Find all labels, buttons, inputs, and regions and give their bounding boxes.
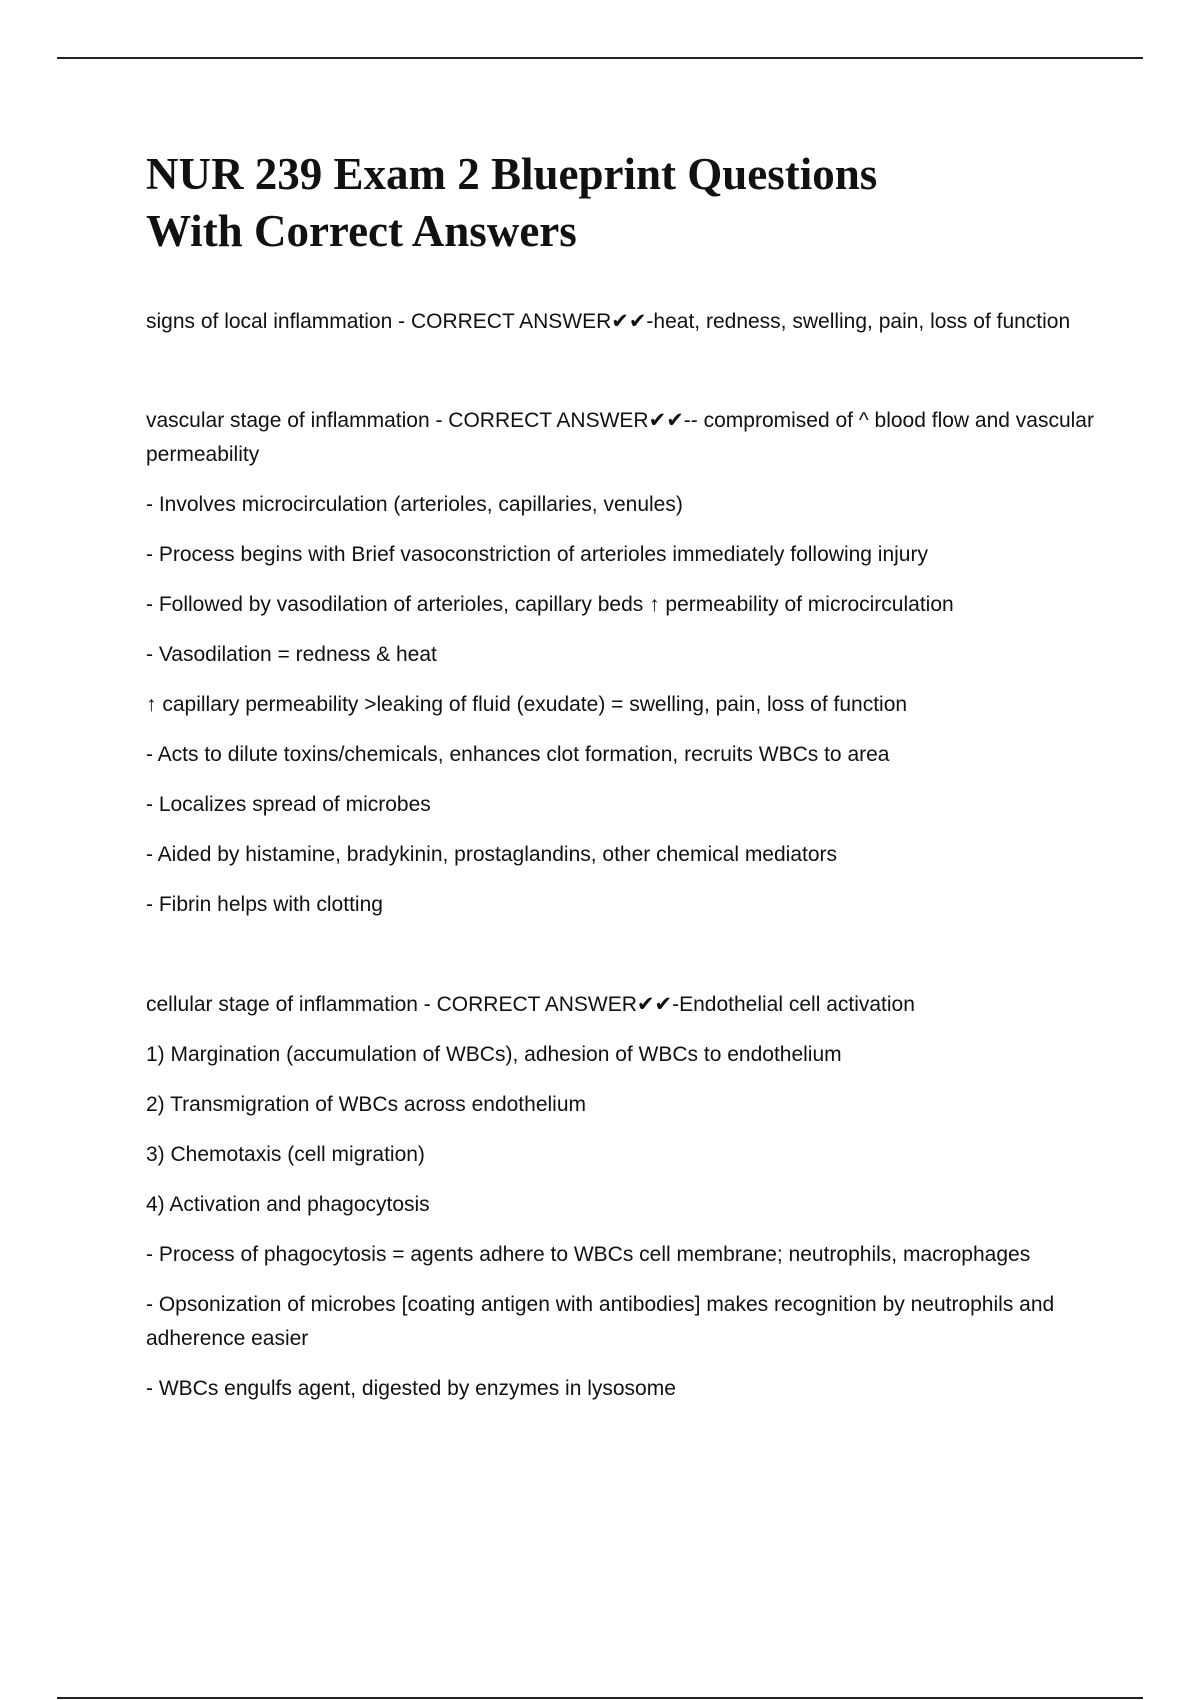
answer-detail: - Process of phagocytosis = agents adhere to WBCs cell membrane; neutrophils, macrophages — [146, 1243, 1031, 1266]
top-divider — [57, 57, 1143, 59]
document-title: NUR 239 Exam 2 Blueprint Questions With Correct Answers — [146, 149, 878, 256]
answer-detail: - Fibrin helps with clotting — [146, 893, 383, 916]
answer-detail: 3) Chemotaxis (cell migration) — [146, 1143, 425, 1166]
answer-detail: 2) Transmigration of WBCs across endothelium — [146, 1093, 587, 1116]
qa-section — [146, 988, 1106, 1406]
question-answer: vascular stage of inflammation - CORRECT ANSWER✔✔-- compromised of ^ blood flow and vascular permeability — [146, 409, 1094, 466]
question-answer: signs of local inflammation - CORRECT ANSWER✔✔-heat, redness, swelling, pain, loss of function — [146, 310, 1071, 333]
answer-detail: - Acts to dilute toxins/chemicals, enhances clot formation, recruits WBCs to area — [146, 743, 890, 766]
answer-detail: - Opsonization of microbes [coating antigen with antibodies] makes recognition by neutrophils and adherence easier — [146, 1293, 1055, 1350]
answer-detail: - Aided by histamine, bradykinin, prostaglandins, other chemical mediators — [146, 843, 838, 866]
answer-detail: - WBCs engulfs agent, digested by enzymes in lysosome — [146, 1377, 676, 1400]
answer-detail: - Localizes spread of microbes — [146, 793, 431, 816]
question-answer: cellular stage of inflammation - CORRECT ANSWER✔✔-Endothelial cell activation — [146, 993, 915, 1016]
document-body — [146, 146, 1106, 1422]
bottom-divider — [57, 1697, 1143, 1699]
answer-detail: 4) Activation and phagocytosis — [146, 1193, 430, 1216]
answer-detail: - Process begins with Brief vasoconstriction of arterioles immediately following injury — [146, 543, 928, 566]
answer-detail: - Followed by vasodilation of arterioles, capillary beds ↑ permeability of microcirculation — [146, 593, 954, 616]
qa-section — [146, 404, 1106, 922]
answer-detail: - Vasodilation = redness & heat — [146, 643, 437, 666]
answer-detail: - Involves microcirculation (arterioles, capillaries, venules) — [146, 493, 683, 516]
qa-section — [146, 305, 1106, 339]
answer-detail: 1) Margination (accumulation of WBCs), adhesion of WBCs to endothelium — [146, 1043, 842, 1066]
answer-detail: ↑ capillary permeability >leaking of fluid (exudate) = swelling, pain, loss of function — [146, 693, 908, 716]
